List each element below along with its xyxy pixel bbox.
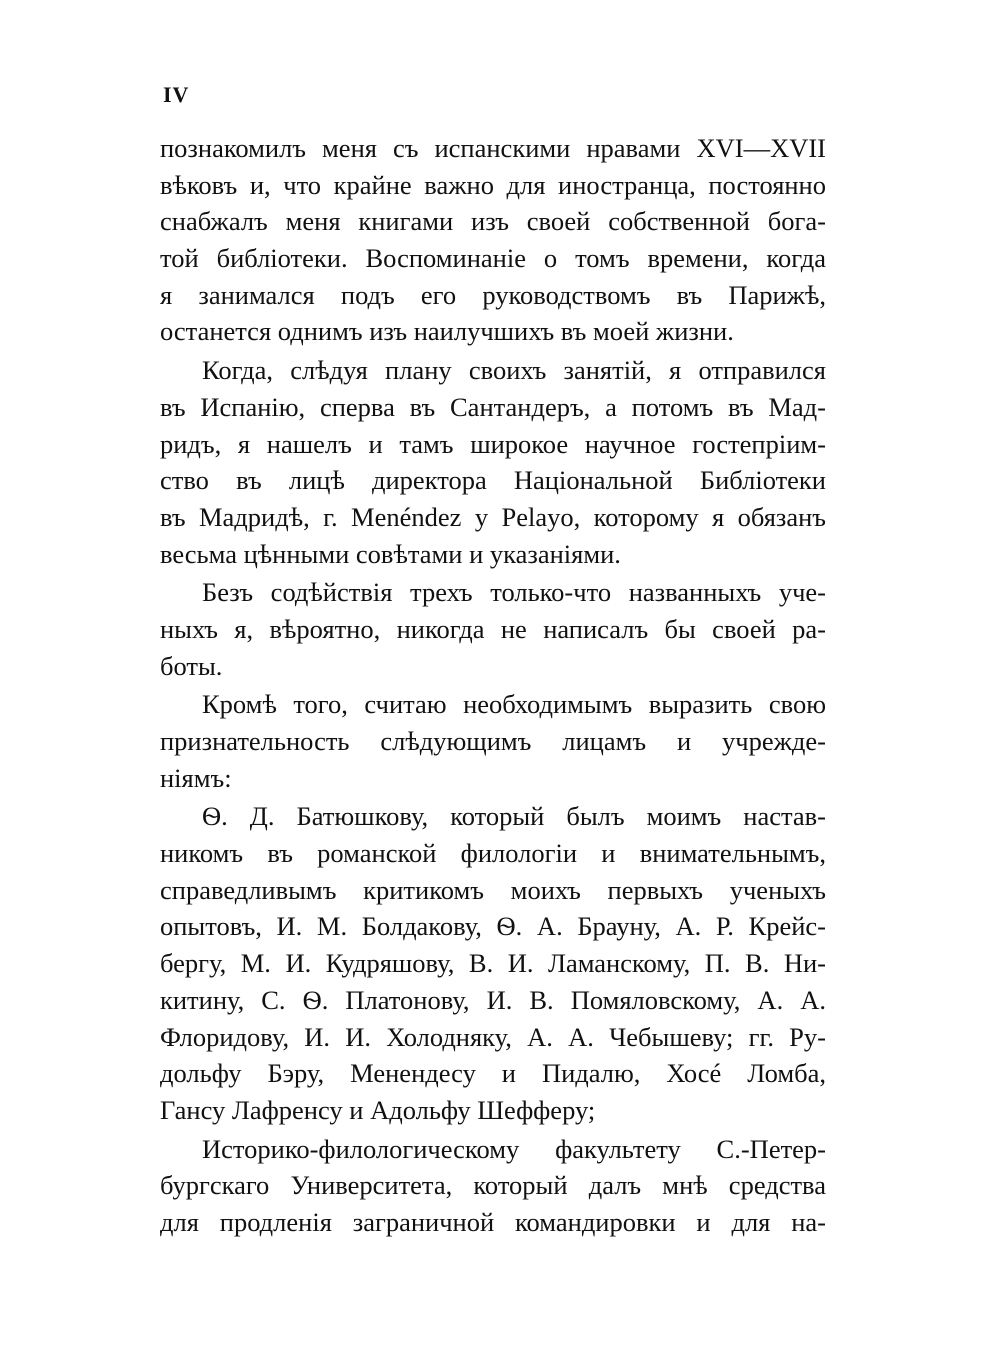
paragraph <box>160 352 826 572</box>
text-line: въ Испанію, сперва въ Сантандеръ, а потомъ въ Мад- <box>160 391 826 422</box>
text-line: ство въ лицѣ директора Національной Библіотеки <box>160 465 826 496</box>
text-line: Безъ содѣйствія трехъ только-что названныхъ уче- <box>202 577 826 608</box>
text-line: справедливымъ критикомъ моихъ первыхъ ученыхъ <box>160 874 826 905</box>
text-line: Флоридову, И. И. Холодняку, А. А. Чебышеву; гг. Ру- <box>160 1021 826 1052</box>
text-line: Ѳ. Д. Батюшкову, который былъ моимъ настав- <box>202 801 826 832</box>
text-line: признательность слѣдующимъ лицамъ и учрежде- <box>160 726 826 756</box>
text-line: боты. <box>160 650 223 681</box>
text-line: Историко-филологическому факультету С.-Петер- <box>202 1133 826 1164</box>
text-line: никомъ въ романской филологіи и внимательнымъ, <box>160 838 826 869</box>
text-line: ридъ, я нашелъ и тамъ широкое научное гостепріим- <box>160 428 826 459</box>
text-line: китину, С. Ѳ. Платонову, И. В. Помяловскому, А. А. <box>160 984 826 1015</box>
text-line: останется однимъ изъ наилучшихъ въ моей жизни. <box>160 316 734 347</box>
text-line: для продленія заграничной командировки и для на- <box>160 1206 826 1237</box>
text-line: весьма цѣнными совѣтами и указаніями. <box>160 538 621 569</box>
text-line: познакомилъ меня съ испанскими нравами XVI—XVII <box>160 133 826 163</box>
paragraph <box>160 686 826 796</box>
paragraph <box>160 798 826 1128</box>
paragraph <box>160 1131 826 1241</box>
text-line: ныхъ я, вѣроятно, никогда не написалъ бы своей ра- <box>160 613 826 644</box>
paragraph <box>160 574 826 684</box>
text-line: опытовъ, И. М. Болдакову, Ѳ. А. Брауну, А. Р. Крейс- <box>160 911 826 942</box>
text-line: дольфу Бэру, Менендесу и Пидалю, Хосé Ломба, <box>160 1058 826 1089</box>
text-line: Кромѣ того, считаю необходимымъ выразить свою <box>202 689 826 720</box>
text-line: вѣковъ и, что крайне важно для иностранца, постоянно <box>160 169 826 200</box>
text-line: Когда, слѣдуя плану своихъ занятій, я отправился <box>202 355 826 386</box>
text-line: той библіотеки. Воспоминаніе о томъ времени, когда <box>160 243 826 274</box>
text-line: я занимался подъ его руководствомъ въ Парижѣ, <box>160 279 826 310</box>
text-line: Гансу Лафренсу и Адольфу Шефферу; <box>160 1094 596 1125</box>
text-line: въ Мадридѣ, г. Menéndez y Pelayo, которому я обязанъ <box>160 501 826 532</box>
text-line: бургскаго Университета, который далъ мнѣ средства <box>160 1170 826 1201</box>
paragraph <box>160 130 826 350</box>
text-line: ніямъ: <box>160 762 232 793</box>
text-line: снабжалъ меня книгами изъ своей собственной бога- <box>160 206 826 237</box>
body-text <box>160 130 826 1241</box>
page-number: IV <box>163 82 190 107</box>
text-line: бергу, М. И. Кудряшову, В. И. Ламанскому, П. В. Ни- <box>160 948 826 979</box>
